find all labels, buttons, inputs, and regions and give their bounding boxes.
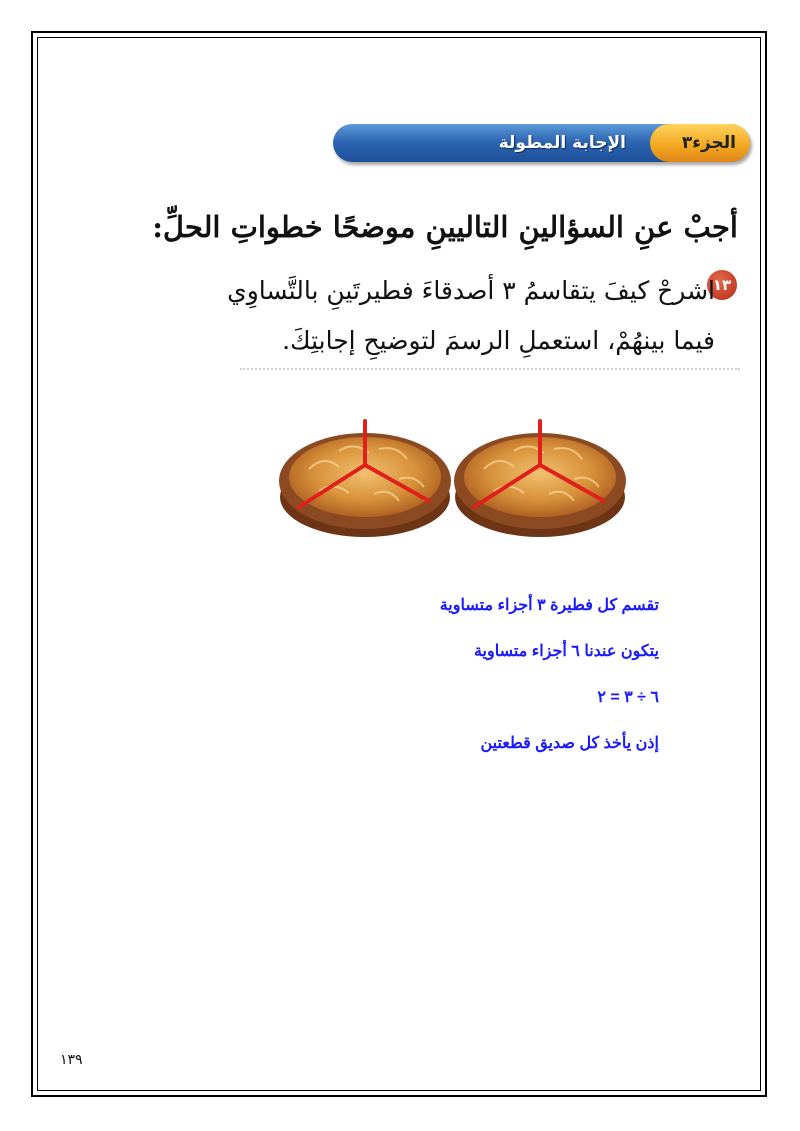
answer-line: ٦ ÷ ٣ = ٢ bbox=[597, 689, 659, 706]
section-banner bbox=[333, 124, 750, 162]
page-border-inner bbox=[37, 37, 761, 1091]
answer-block bbox=[440, 591, 659, 775]
question-number-badge: ١٣ bbox=[707, 270, 737, 300]
answer-line: إذن يأخذ كل صديق قطعتين bbox=[480, 735, 659, 752]
pie-image-right bbox=[454, 419, 626, 540]
question-text bbox=[155, 266, 715, 366]
divider bbox=[240, 368, 740, 370]
part-label: الجزء٣ bbox=[681, 133, 736, 153]
section-title: الإجابة المطولة bbox=[498, 133, 626, 153]
answer-line: يتكون عندنا ٦ أجزاء متساوية bbox=[473, 643, 659, 660]
answer-line: تقسم كل فطيرة ٣ أجزاء متساوية bbox=[439, 597, 659, 614]
instruction-text: أجبْ عنِ السؤالينِ التاليينِ موضحًا خطواتِ الحلِّ: bbox=[152, 210, 738, 244]
question-line: فيما بينهُمْ، استعملِ الرسمَ لتوضيحِ إجابتِكَ. bbox=[282, 326, 715, 355]
question-line: اشرحْ كيفَ يتقاسمُ ٣ أصدقاءَ فطيرتَينِ بالتَّساوِي bbox=[227, 276, 715, 305]
pie-image-left bbox=[279, 419, 451, 540]
page-number: ١٣٩ bbox=[60, 1052, 83, 1068]
